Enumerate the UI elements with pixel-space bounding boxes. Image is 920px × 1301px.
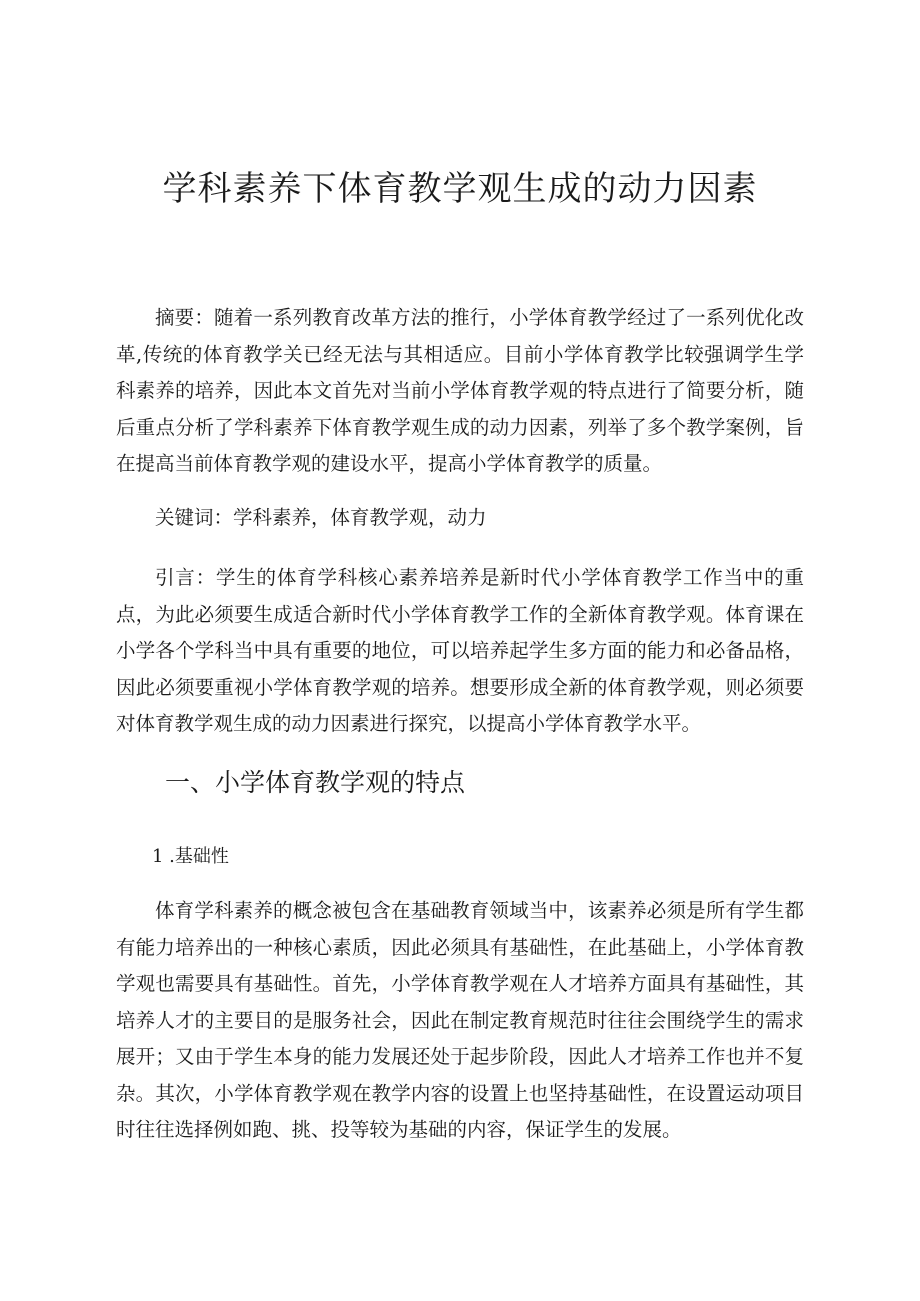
- abstract-label: 摘要：: [155, 306, 215, 329]
- body-paragraph: 体育学科素养的概念被包含在基础教育领域当中，该素养必须是所有学生都有能力培养出的一种核心素质，因此必须具有基础性，在此基础上，小学体育教学观也需要具有基础性。首先，小学体育教学观在人才培养方面具有基础性，其培养人才的主要目的是服务社会，因此在制定教育规范时往往会围绕学生的需求展开；又由于学生本身的能力发展还处于起步阶段，因此人才培养工作也并不复杂。其次，小学体育教学观在教学内容的设置上也坚持基础性，在设置运动项目时往往选择例如跑、挑、投等较为基础的内容，保证学生的发展。: [116, 899, 804, 1141]
- keywords-label: 关键词：: [155, 506, 234, 529]
- keywords-text: 学科素养，体育教学观，动力: [233, 506, 487, 529]
- introduction-label: 引言：: [155, 566, 216, 589]
- subsection-heading: 1 .基础性: [152, 846, 229, 867]
- introduction-paragraph: [116, 560, 804, 743]
- section-heading: 一、小学体育教学观的特点: [165, 768, 466, 797]
- abstract-paragraph: [116, 300, 804, 483]
- document-title: 学科素养下体育教学观生成的动力因素: [162, 169, 758, 209]
- abstract-text: 随着一系列教育改革方法的推行，小学体育教学经过了一系列优化改革,传统的体育教学关已经无法与其相适应。目前小学体育教学比较强调学生学科素养的培养，因此本文首先对当前小学体育教学观的特点进行了简要分析，随后重点分析了学科素养下体育教学观生成的动力因素，列举了多个教学案例，旨在提高当前体育教学观的建设水平，提高小学体育教学的质量。: [116, 306, 804, 475]
- keywords-paragraph: [116, 500, 804, 537]
- introduction-text: 学生的体育学科核心素养培养是新时代小学体育教学工作当中的重点，为此必须要生成适合新时代小学体育教学工作的全新体育教学观。体育课在小学各个学科当中具有重要的地位，可以培养起学生多方面的能力和必备品格，因此必须要重视小学体育教学观的培养。想要形成全新的体育教学观，则必须要对体育教学观生成的动力因素进行探究，以提高小学体育教学水平。: [116, 566, 804, 735]
